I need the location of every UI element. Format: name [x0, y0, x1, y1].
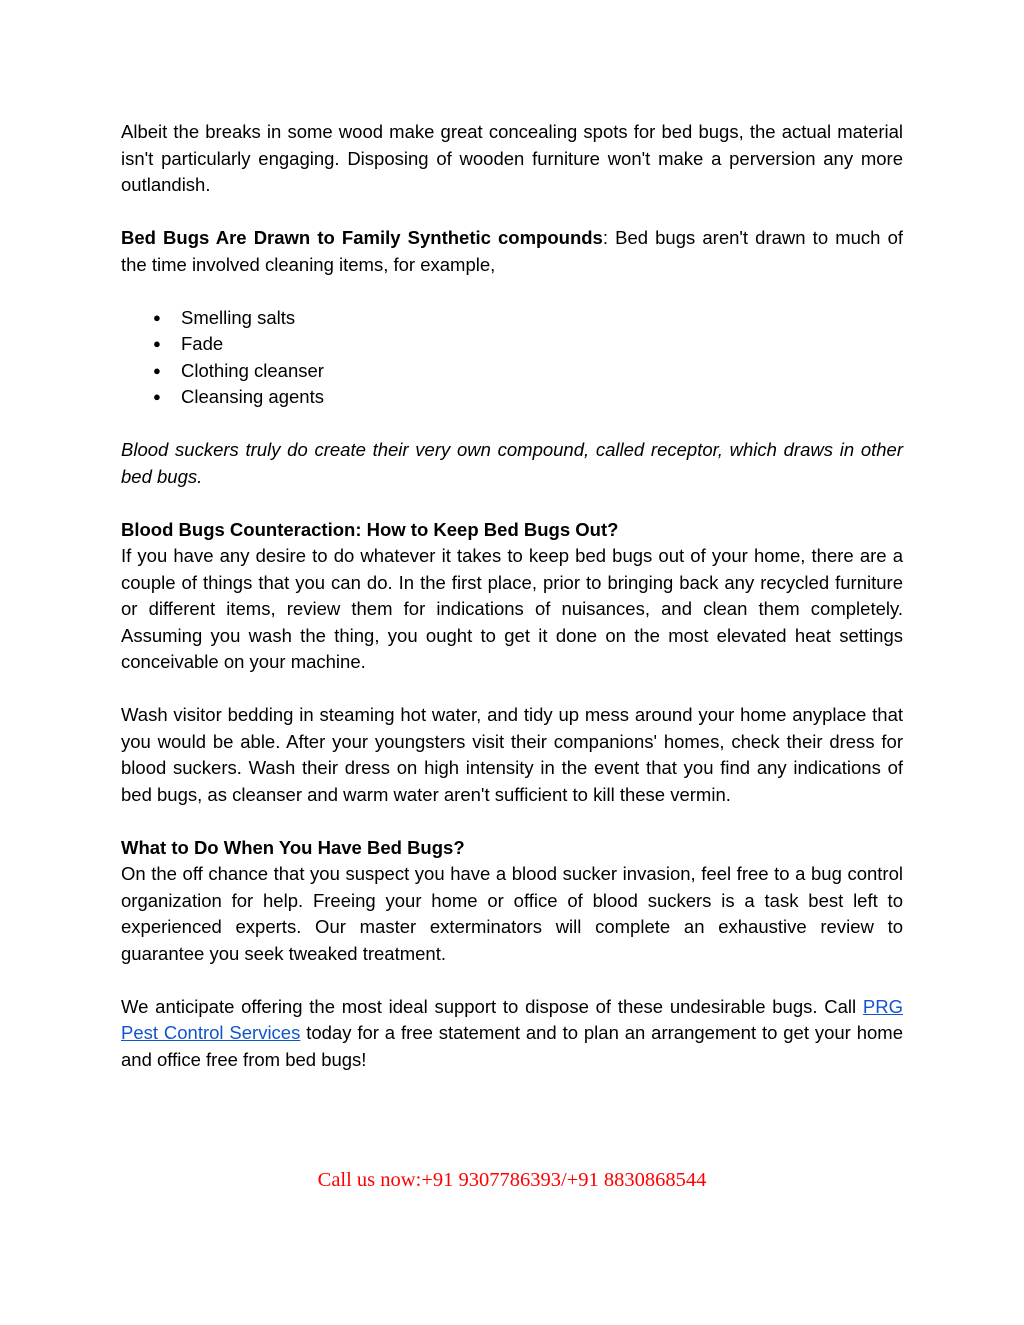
list-item: [121, 358, 903, 385]
bullet-icon: ●: [153, 336, 161, 351]
list-item-text: Cleansing agents: [181, 386, 324, 407]
list-item-text: Smelling salts: [181, 306, 296, 328]
paragraph-wash-bedding: Wash visitor bedding in steaming hot water, and tidy up mess around your home anyplace that you would be able. After your youngsters visit their companions' homes, check their dress for blood suckers. Wash their dress on high intensity in the event that you find any indications of bed bugs, as cleanser and warm water aren't sufficient to kill these vermin.: [121, 704, 903, 805]
paragraph-wood: Albeit the breaks in some wood make great concealing spots for bed bugs, the actual material isn't particularly engaging. Disposing of wooden furniture won't make a perversion any more outlandish.: [121, 121, 903, 195]
list-item-text: Clothing cleanser: [181, 359, 324, 381]
list-item: [121, 331, 903, 358]
paragraph-what-to-do: On the off chance that you suspect you have a blood sucker invasion, feel free to a bug control organization for help. Freeing your home or office of blood suckers is a task best left to experienced experts. Our master exterminators will complete an exhaustive review to guarantee you seek tweaked treatment.: [121, 863, 903, 964]
paragraph-synthetic-compounds: [121, 225, 903, 278]
list-item: [121, 384, 903, 411]
prg-pest-control-link[interactable]: PRG Pest Control Services: [121, 995, 903, 1043]
paragraph-receptor: Blood suckers truly do create their very own compound, called receptor, which draws in other bed bugs.: [121, 439, 903, 487]
bullet-icon: ●: [153, 389, 161, 404]
section-heading-counteraction: Blood Bugs Counteraction: How to Keep Bed Bugs Out?: [121, 518, 619, 540]
cleaning-items-list: [121, 305, 903, 411]
paragraph-call-to-action: [121, 994, 903, 1074]
cta-text-before: We anticipate offering the most ideal support to dispose of these undesirable bugs. Call: [121, 995, 863, 1017]
synthetic-compounds-heading: Bed Bugs Are Drawn to Family Synthetic compounds: [121, 227, 603, 248]
footer-phone-numbers: Call us now:+91 9307786393/+91 8830868544: [317, 1169, 707, 1191]
cta-text-after: today for a free statement and to plan an arrangement to get your home and office free from bed bugs!: [121, 1022, 903, 1070]
list-item-text: Fade: [181, 333, 224, 354]
section-heading-what-to-do: What to Do When You Have Bed Bugs?: [121, 836, 465, 858]
document-body: [121, 119, 903, 1100]
bullet-icon: ●: [153, 362, 161, 378]
bullet-icon: ●: [153, 309, 161, 325]
paragraph-counteraction: If you have any desire to do whatever it takes to keep bed bugs out of your home, there are a couple of things that you can do. In the first place, prior to bringing back any recycled furniture or different items, review them for indications of nuisances, and clean them completely. Assuming you wash the thing, you ought to get it done on the most elevated heat settings conceivable on your machine.: [121, 545, 903, 672]
list-item: [121, 305, 903, 332]
synthetic-compounds-text: : Bed bugs aren't drawn to much of the time involved cleaning items, for example,: [121, 227, 903, 275]
